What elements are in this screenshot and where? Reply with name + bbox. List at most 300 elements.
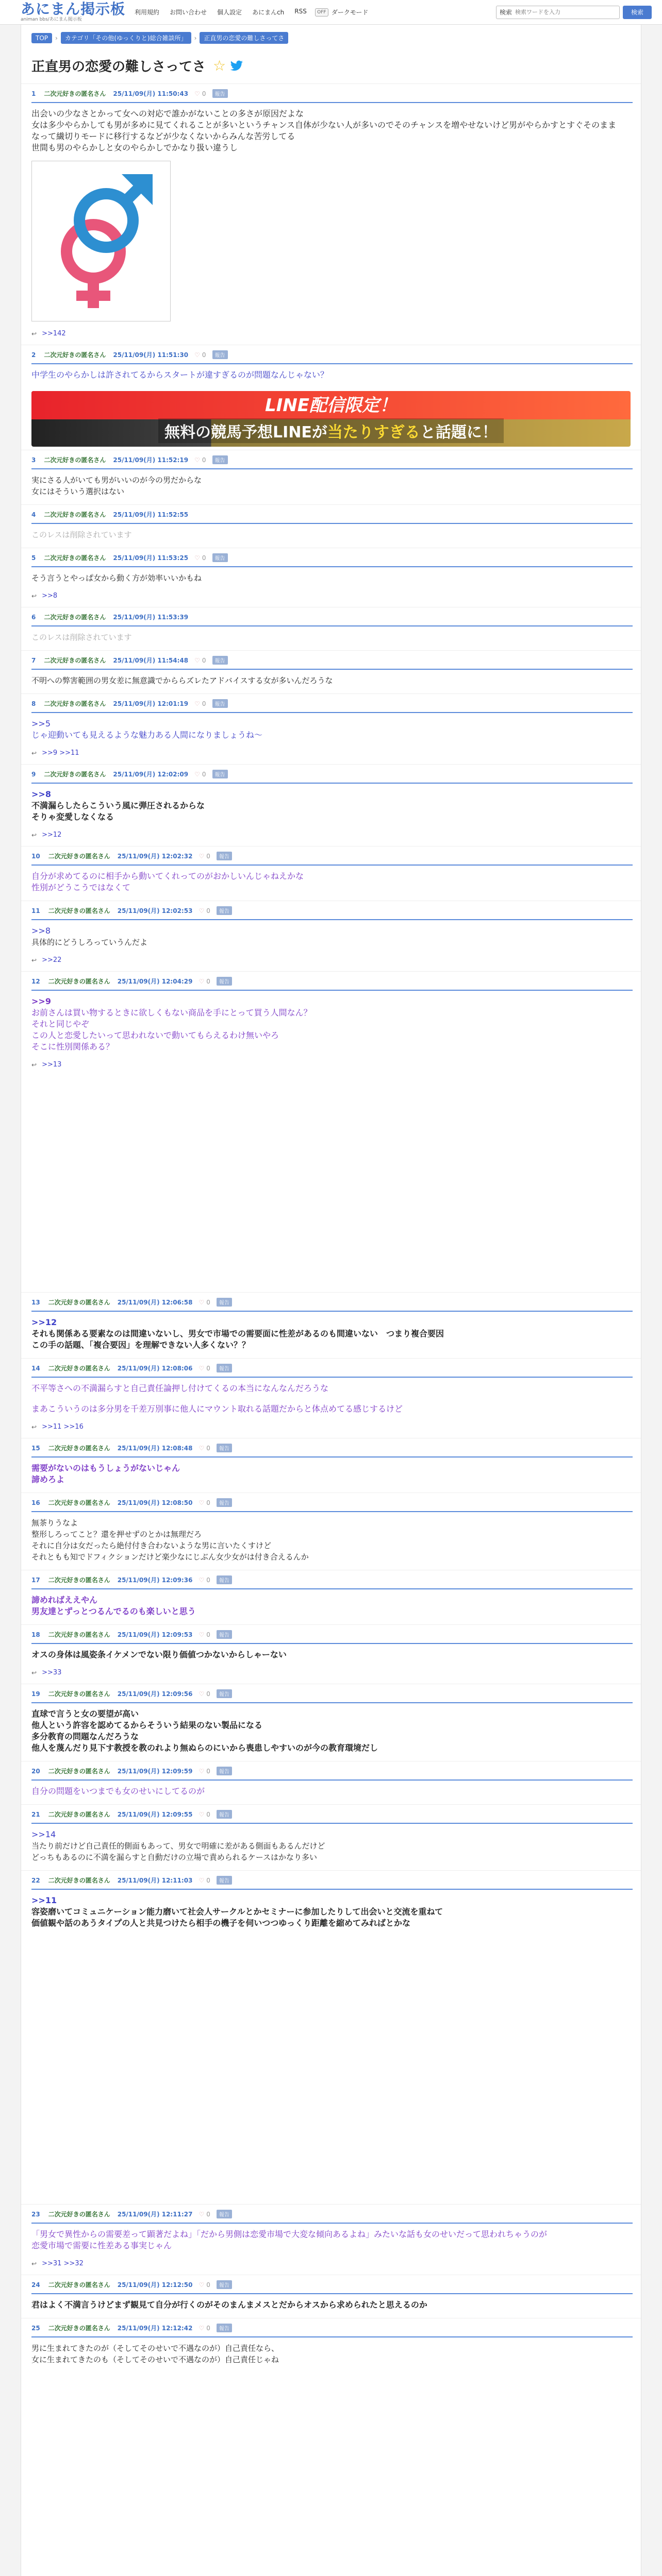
reply-link[interactable]: >>9 >>11 bbox=[42, 749, 79, 757]
heart-icon[interactable]: ♡ bbox=[198, 852, 205, 860]
post-body-line[interactable]: >>8 bbox=[31, 789, 51, 799]
heart-icon[interactable]: ♡ bbox=[198, 1631, 205, 1638]
post-divider bbox=[31, 363, 633, 364]
post-number[interactable]: 24 bbox=[31, 2281, 40, 2289]
nav-contact[interactable]: お問い合わせ bbox=[170, 9, 207, 16]
post-date: 25/11/09(月) 12:09:59 bbox=[117, 1768, 193, 1775]
post-date: 25/11/09(月) 12:02:53 bbox=[117, 907, 193, 914]
darkmode-toggle[interactable] bbox=[315, 8, 369, 16]
post-body-line[interactable]: >>12 bbox=[31, 1317, 57, 1327]
twitter-bird-icon[interactable] bbox=[230, 60, 243, 72]
reply-links bbox=[31, 831, 633, 839]
post-date: 25/11/09(月) 12:08:06 bbox=[117, 1365, 193, 1372]
post-date: 25/11/09(月) 12:09:55 bbox=[117, 1811, 193, 1818]
main-column bbox=[21, 25, 641, 2576]
post-item bbox=[21, 607, 641, 650]
post-body-line: それに自分は女だったら絶付付き合わないような男に言いたくすけど bbox=[31, 1541, 272, 1550]
post-body-line[interactable]: >>5 bbox=[31, 719, 51, 728]
nav-settings[interactable]: 個人設定 bbox=[217, 9, 242, 16]
post-author: 二次元好きの匿名さん bbox=[48, 1445, 110, 1452]
report-button[interactable]: 報告 bbox=[217, 1444, 232, 1452]
post-item bbox=[21, 1438, 641, 1493]
post-divider bbox=[31, 1889, 633, 1890]
post-author: 二次元好きの匿名さん bbox=[48, 1768, 110, 1775]
post-number[interactable]: 22 bbox=[31, 1876, 40, 1884]
post-author: 二次元好きの匿名さん bbox=[48, 1811, 110, 1818]
post-body-line: まあこういうのは多分男を千差万別事に他人にマウント取れる話題だからと体点めてる感じするけど bbox=[31, 1404, 403, 1414]
post-number[interactable]: 14 bbox=[31, 1364, 40, 1372]
post-body-line: それともも知でドフィクションだけど楽少なにじぶん女少女がは付き合えるんか bbox=[31, 1552, 309, 1562]
post-body-line[interactable]: >>11 bbox=[31, 1895, 57, 1905]
post-body-line[interactable]: >>9 bbox=[31, 996, 51, 1006]
post-date: 25/11/09(月) 12:08:50 bbox=[117, 1499, 193, 1506]
report-button[interactable]: 報告 bbox=[217, 906, 232, 915]
like-count: 0 bbox=[202, 770, 206, 778]
post-divider bbox=[31, 2336, 633, 2337]
post-divider bbox=[31, 1377, 633, 1378]
post-date: 25/11/09(月) 11:52:19 bbox=[113, 456, 189, 464]
post-header bbox=[31, 906, 633, 915]
heart-icon[interactable]: ♡ bbox=[198, 1690, 205, 1698]
post-item bbox=[21, 1570, 641, 1624]
post-body-line: この人と恋愛したいって思われないで動いてもらえるわけ無いやろ bbox=[31, 1030, 279, 1040]
post-body-line: 自分の問題をいつまでも女のせいにしてるのが bbox=[31, 1786, 205, 1796]
reply-link[interactable]: >>11 >>16 bbox=[42, 1423, 84, 1431]
post-body-line: それも関係ある要素なのは間違いないし、男女で市場での需要面に性差があるのも間違いない つまり複合要因 bbox=[31, 1329, 444, 1338]
post-item bbox=[21, 1624, 641, 1684]
post-body-line: 無茶りうなよ bbox=[31, 1518, 78, 1528]
like-count: 0 bbox=[206, 1499, 210, 1506]
post-item bbox=[21, 846, 641, 901]
report-button[interactable]: 報告 bbox=[217, 2324, 232, 2332]
like-count: 0 bbox=[206, 1576, 210, 1584]
post-body-line: そう言うとやっぱ女から動く方が効率いいかもね bbox=[31, 573, 202, 583]
post-number[interactable]: 9 bbox=[31, 770, 36, 778]
post-number[interactable]: 15 bbox=[31, 1444, 40, 1452]
report-button[interactable]: 報告 bbox=[217, 1575, 232, 1584]
blank-space bbox=[21, 1076, 641, 1292]
post-divider bbox=[31, 783, 633, 784]
post-body-line: そこに性別関係ある？ bbox=[31, 1042, 114, 1052]
darkmode-label: ダークモード bbox=[331, 9, 369, 16]
post-list bbox=[21, 83, 641, 2372]
like-count: 0 bbox=[206, 2324, 210, 2332]
report-button[interactable]: 報告 bbox=[217, 1498, 232, 1507]
gender-symbol-image bbox=[31, 161, 171, 321]
heart-icon[interactable]: ♡ bbox=[198, 1364, 205, 1372]
report-button[interactable]: 報告 bbox=[217, 852, 232, 860]
post-divider bbox=[31, 1588, 633, 1589]
post-author: 二次元好きの匿名さん bbox=[44, 351, 106, 359]
post-header bbox=[31, 455, 633, 464]
post-body-line: 出会いの少なさとかって女への対応で誰かがないことの多さが原因だよな bbox=[31, 109, 304, 118]
post-date: 25/11/09(月) 11:54:48 bbox=[113, 657, 189, 664]
post-author: 二次元好きの匿名さん bbox=[48, 1499, 110, 1506]
post-number[interactable]: 17 bbox=[31, 1576, 40, 1584]
post-body-line: 女に生まれてきたのも（そしてそのせいで不遇なのが）自己責任じゃね bbox=[31, 2355, 279, 2364]
post-body-line: 整形しろってこと？還を押せずのとかは無理だろ bbox=[31, 1530, 202, 1539]
like-count: 0 bbox=[206, 907, 210, 914]
post-body-line: じゃ迎動いても見えるような魅力ある人間になりましょうね〜 bbox=[31, 730, 263, 740]
post-number[interactable]: 16 bbox=[31, 1499, 40, 1506]
post-number[interactable]: 2 bbox=[31, 351, 36, 359]
report-button[interactable]: 報告 bbox=[217, 1364, 232, 1372]
post-date: 25/11/09(月) 12:09:53 bbox=[117, 1631, 193, 1638]
search-label: 検索 bbox=[500, 9, 512, 16]
post-item bbox=[21, 2275, 641, 2318]
reply-arrow-icon[interactable]: ↩ bbox=[31, 330, 37, 337]
post-number[interactable]: 12 bbox=[31, 977, 40, 985]
advertisement-banner[interactable] bbox=[31, 391, 631, 447]
heart-icon[interactable]: ♡ bbox=[198, 2210, 205, 2218]
search-area bbox=[496, 6, 652, 19]
post-number[interactable]: 13 bbox=[31, 1298, 40, 1306]
post-body-line: 直球で言うと女の要望が高い bbox=[31, 1709, 139, 1719]
report-button[interactable]: 報告 bbox=[217, 1689, 232, 1698]
post-item bbox=[21, 1358, 641, 1438]
heart-icon[interactable]: ♡ bbox=[194, 770, 200, 778]
post-author: 二次元好きの匿名さん bbox=[48, 1577, 110, 1584]
reply-link[interactable]: >>13 bbox=[42, 1061, 62, 1069]
post-item bbox=[21, 1684, 641, 1761]
reply-arrow-icon[interactable]: ↩ bbox=[31, 1423, 37, 1431]
post-number[interactable]: 1 bbox=[31, 90, 36, 97]
post-header bbox=[31, 770, 633, 778]
post-header bbox=[31, 1767, 633, 1775]
post-divider bbox=[31, 712, 633, 713]
like-count: 0 bbox=[206, 1767, 210, 1775]
heart-icon[interactable]: ♡ bbox=[198, 2281, 205, 2289]
post-body-line: 中学生のやらかしは許されてるからスタートが違すぎるのが問題なんじゃない？ bbox=[31, 370, 329, 380]
post-header bbox=[31, 977, 633, 986]
post-item bbox=[21, 1804, 641, 1870]
report-button[interactable]: 報告 bbox=[217, 1876, 232, 1885]
post-body-line: 不満漏らしたらこういう風に弾圧されるからな bbox=[31, 801, 205, 810]
reply-arrow-icon[interactable]: ↩ bbox=[31, 592, 37, 600]
post-body-line: 容姿磨いてコミュニケーション能力磨いて社会人サークルとかセミナーに参加したりして出会いと交流を重ねて bbox=[31, 1907, 443, 1917]
reply-link[interactable]: >>31 >>32 bbox=[42, 2260, 84, 2267]
heart-icon[interactable]: ♡ bbox=[198, 1767, 205, 1775]
report-button[interactable]: 報告 bbox=[212, 553, 228, 562]
post-header bbox=[31, 852, 633, 860]
post-body-line: この手の話題、「複合要因」を理解できない人多くない？？ bbox=[31, 1340, 251, 1350]
heart-icon[interactable]: ♡ bbox=[198, 1810, 205, 1818]
post-divider bbox=[31, 669, 633, 670]
post-body-line: 他人を蔑んだり見下す教授を教のれより無ぬらのにいから喪患しやすいのが今の教育環境だし bbox=[31, 1743, 378, 1753]
post-number[interactable]: 6 bbox=[31, 613, 36, 621]
breadcrumb-category[interactable]: カテゴリ「その他(ゆっくりと)総合雑談所」 bbox=[61, 32, 191, 44]
reply-links bbox=[31, 749, 633, 757]
post-number[interactable]: 21 bbox=[31, 1810, 40, 1818]
ad-subline bbox=[158, 418, 504, 443]
breadcrumb-top[interactable]: TOP bbox=[31, 33, 52, 43]
post-divider bbox=[31, 1511, 633, 1512]
post-number[interactable]: 8 bbox=[31, 700, 36, 707]
post-body-line: 女は多少やらかしても男が多めに見てくれることが多いというチャンス自体が少ない人が多いのでそのチャンスを増やせないけど男がやらかすとすぐそのまま bbox=[31, 120, 617, 130]
post-item bbox=[21, 450, 641, 504]
report-button[interactable]: 報告 bbox=[217, 1767, 232, 1775]
reply-links bbox=[31, 1423, 633, 1431]
ad-headline: LINE配信限定！ bbox=[265, 395, 397, 416]
reply-arrow-icon[interactable]: ↩ bbox=[31, 1669, 37, 1676]
post-author: 二次元好きの匿名さん bbox=[48, 907, 110, 914]
post-body-line: 諦めろよ bbox=[31, 1475, 65, 1484]
post-item bbox=[21, 901, 641, 971]
post-date: 25/11/09(月) 12:04:29 bbox=[117, 978, 193, 985]
like-count: 0 bbox=[202, 554, 206, 562]
post-body-line: このレスは削除されています bbox=[31, 530, 132, 539]
page-title: 正直男の恋愛の難しさってさ bbox=[31, 59, 206, 75]
reply-arrow-icon[interactable]: ↩ bbox=[31, 956, 37, 964]
post-item bbox=[21, 83, 641, 345]
like-count: 0 bbox=[206, 1876, 210, 1884]
search-input[interactable] bbox=[515, 9, 616, 15]
report-button[interactable]: 報告 bbox=[212, 770, 228, 778]
reply-links bbox=[31, 956, 633, 964]
reply-link[interactable]: >>33 bbox=[42, 1669, 62, 1676]
post-body-line: 女にはそういう選択はない bbox=[31, 487, 125, 496]
post-author: 二次元好きの匿名さん bbox=[44, 771, 106, 778]
report-button[interactable]: 報告 bbox=[212, 89, 228, 98]
reply-arrow-icon[interactable]: ↩ bbox=[31, 2260, 37, 2267]
reply-link[interactable]: >>8 bbox=[42, 592, 58, 600]
site-header bbox=[0, 0, 662, 25]
post-body-line: 諦めればええやん bbox=[31, 1595, 98, 1605]
post-author: 二次元好きの匿名さん bbox=[48, 1631, 110, 1638]
post-author: 二次元好きの匿名さん bbox=[44, 554, 106, 562]
like-count: 0 bbox=[206, 1810, 210, 1818]
post-date: 25/11/09(月) 12:12:42 bbox=[117, 2325, 193, 2332]
heart-icon[interactable]: ♡ bbox=[198, 1576, 205, 1584]
heart-icon[interactable]: ♡ bbox=[194, 554, 200, 562]
report-button[interactable]: 報告 bbox=[217, 2210, 232, 2218]
post-date: 25/11/09(月) 11:52:55 bbox=[113, 511, 189, 518]
post-number[interactable]: 4 bbox=[31, 511, 36, 518]
post-header bbox=[31, 510, 633, 519]
post-body-line[interactable]: >>14 bbox=[31, 1829, 56, 1839]
heart-icon[interactable]: ♡ bbox=[194, 351, 200, 359]
post-item bbox=[21, 548, 641, 607]
breadcrumb bbox=[21, 25, 641, 49]
post-header bbox=[31, 1689, 633, 1698]
post-header bbox=[31, 2324, 633, 2332]
post-author: 二次元好きの匿名さん bbox=[48, 1877, 110, 1884]
post-body-line: なって繊切りモードに移行するなどが少なくないからみんな苦労してる bbox=[31, 131, 295, 141]
post-divider bbox=[31, 990, 633, 991]
gender-symbol-icon bbox=[44, 169, 158, 313]
post-date: 25/11/09(月) 12:02:32 bbox=[117, 853, 193, 860]
post-number[interactable]: 19 bbox=[31, 1690, 40, 1698]
reply-link[interactable]: >>142 bbox=[42, 330, 66, 337]
post-date: 25/11/09(月) 12:11:03 bbox=[117, 1877, 193, 1884]
reply-arrow-icon[interactable]: ↩ bbox=[31, 1061, 37, 1069]
post-date: 25/11/09(月) 12:12:50 bbox=[117, 2281, 193, 2289]
heart-icon[interactable]: ♡ bbox=[198, 1444, 205, 1452]
post-body-line: このレスは削除されています bbox=[31, 633, 132, 642]
post-divider bbox=[31, 1780, 633, 1781]
post-divider bbox=[31, 102, 633, 103]
post-body-line: 他人という許容を認めてるからそういう結果のない製品になる bbox=[31, 1720, 263, 1730]
post-author: 二次元好きの匿名さん bbox=[44, 90, 106, 97]
post-item bbox=[21, 650, 641, 693]
post-body-line: 実にさる人がいても男がいいのが今の男だからな bbox=[31, 476, 202, 485]
post-divider bbox=[31, 1702, 633, 1703]
post-header bbox=[31, 1575, 633, 1584]
ad-subline-a: 無料の競馬予想LINEが bbox=[164, 423, 327, 442]
post-author: 二次元好きの匿名さん bbox=[48, 2325, 110, 2332]
reply-links bbox=[31, 2260, 633, 2267]
post-body-line: 性別がどうこうではなくて bbox=[31, 883, 131, 892]
post-body-line: 当たり前だけど自己責任的側面もあって、男女で明確に差がある側面もあるんだけど bbox=[31, 1841, 325, 1851]
post-date: 25/11/09(月) 12:01:19 bbox=[113, 700, 189, 707]
post-number[interactable]: 23 bbox=[31, 2210, 40, 2218]
post-body-line bbox=[31, 1394, 633, 1403]
post-author: 二次元好きの匿名さん bbox=[48, 1299, 110, 1306]
favorite-star-icon[interactable]: ☆ bbox=[213, 57, 226, 74]
reply-link[interactable]: >>22 bbox=[42, 956, 62, 964]
report-button[interactable]: 報告 bbox=[217, 1810, 232, 1819]
blank-space bbox=[21, 1936, 641, 2204]
report-button[interactable]: 報告 bbox=[212, 656, 228, 665]
logo-subtitle: animan bbs/あにまん掲示板 bbox=[21, 17, 82, 22]
post-header bbox=[31, 699, 633, 708]
like-count: 0 bbox=[206, 1298, 210, 1306]
like-count: 0 bbox=[206, 977, 210, 985]
post-date: 25/11/09(月) 12:11:27 bbox=[117, 2211, 193, 2218]
post-header bbox=[31, 89, 633, 98]
like-count: 0 bbox=[206, 1631, 210, 1638]
post-body-line: 具体的にどうしろっていうんだよ bbox=[31, 938, 148, 947]
post-author: 二次元好きの匿名さん bbox=[48, 978, 110, 985]
post-number[interactable]: 11 bbox=[31, 907, 40, 914]
report-button[interactable]: 報告 bbox=[217, 1630, 232, 1639]
post-header bbox=[31, 2280, 633, 2289]
post-body-line: 世間も男のやらかしと女のやらかしでかなり扱い違うし bbox=[31, 143, 238, 152]
post-divider bbox=[31, 566, 633, 567]
site-logo[interactable] bbox=[21, 2, 125, 22]
post-number[interactable]: 7 bbox=[31, 656, 36, 664]
ad-text bbox=[31, 391, 631, 447]
post-divider bbox=[31, 919, 633, 920]
search-box bbox=[496, 6, 620, 19]
like-count: 0 bbox=[206, 2210, 210, 2218]
heart-icon[interactable]: ♡ bbox=[198, 977, 205, 985]
post-header bbox=[31, 1498, 633, 1507]
logo-title: あにまん掲示板 bbox=[21, 1, 126, 18]
post-divider bbox=[31, 2223, 633, 2224]
post-date: 25/11/09(月) 12:09:56 bbox=[117, 1690, 193, 1698]
report-button[interactable]: 報告 bbox=[217, 2280, 232, 2289]
post-author: 二次元好きの匿名さん bbox=[44, 700, 106, 707]
report-button[interactable]: 報告 bbox=[217, 977, 232, 986]
post-number[interactable]: 25 bbox=[31, 2324, 40, 2332]
heart-icon[interactable]: ♡ bbox=[198, 1499, 205, 1506]
post-header bbox=[31, 1810, 633, 1819]
post-header bbox=[31, 1444, 633, 1452]
heart-icon[interactable]: ♡ bbox=[194, 700, 200, 707]
post-header bbox=[31, 2210, 633, 2218]
report-button[interactable]: 報告 bbox=[212, 699, 228, 708]
post-divider bbox=[31, 1456, 633, 1458]
nav-terms[interactable]: 利用規約 bbox=[135, 9, 160, 16]
post-body-line: 自分が求めてるのに相手から動いてくれってのがおかしいんじゃねえかな bbox=[31, 871, 304, 881]
reply-arrow-icon[interactable]: ↩ bbox=[31, 831, 37, 839]
reply-link[interactable]: >>12 bbox=[42, 831, 62, 839]
post-body-line: 恋愛市場で需要に性差ある事実じゃん bbox=[31, 2241, 172, 2250]
post-divider bbox=[31, 1643, 633, 1644]
post-divider bbox=[31, 523, 633, 524]
post-item bbox=[21, 1870, 641, 1936]
post-number[interactable]: 10 bbox=[31, 852, 40, 860]
post-number[interactable]: 3 bbox=[31, 456, 36, 464]
post-divider bbox=[31, 1311, 633, 1312]
post-number[interactable]: 5 bbox=[31, 554, 36, 562]
report-button[interactable]: 報告 bbox=[217, 1298, 232, 1307]
post-body-line[interactable]: >>8 bbox=[31, 926, 51, 936]
post-body-line: 男友達とずっとつるんでるのも楽しいと思う bbox=[31, 1606, 196, 1616]
like-count: 0 bbox=[202, 351, 206, 359]
reply-arrow-icon[interactable]: ↩ bbox=[31, 749, 37, 757]
post-number[interactable]: 20 bbox=[31, 1767, 40, 1775]
post-divider bbox=[31, 2293, 633, 2294]
nav-animanch[interactable]: あにまんch bbox=[252, 9, 285, 16]
like-count: 0 bbox=[202, 90, 206, 97]
post-author: 二次元好きの匿名さん bbox=[48, 2281, 110, 2289]
post-body-line: お前さんは買い物するときに欲しくもない商品を手にとって買う人間なん？ bbox=[31, 1008, 312, 1018]
post-author: 二次元好きの匿名さん bbox=[48, 2211, 110, 2218]
heart-icon[interactable]: ♡ bbox=[194, 90, 200, 97]
post-body-line: 需要がないのはもうしょうがないじゃん bbox=[31, 1463, 180, 1473]
nav-rss[interactable]: RSS bbox=[294, 8, 307, 15]
breadcrumb-thread[interactable]: 正直男の恋愛の難しさってさ bbox=[200, 32, 288, 44]
main-nav bbox=[135, 8, 307, 16]
heart-icon[interactable]: ♡ bbox=[198, 2324, 205, 2332]
post-header bbox=[31, 1364, 633, 1372]
report-button[interactable]: 報告 bbox=[212, 350, 228, 359]
reply-links bbox=[31, 592, 633, 600]
post-divider bbox=[31, 625, 633, 626]
post-number[interactable]: 18 bbox=[31, 1631, 40, 1638]
post-item bbox=[21, 2318, 641, 2372]
post-item bbox=[21, 1761, 641, 1804]
report-button[interactable]: 報告 bbox=[212, 455, 228, 464]
heart-icon[interactable]: ♡ bbox=[198, 907, 205, 914]
heart-icon[interactable]: ♡ bbox=[198, 1876, 205, 1884]
post-header bbox=[31, 350, 633, 359]
post-item bbox=[21, 764, 641, 846]
post-header bbox=[31, 613, 633, 621]
post-item bbox=[21, 2204, 641, 2275]
heart-icon[interactable]: ♡ bbox=[194, 456, 200, 464]
search-button[interactable]: 検索 bbox=[623, 6, 652, 19]
post-body-line: それと同じやぞ bbox=[31, 1019, 90, 1029]
like-count: 0 bbox=[202, 656, 206, 664]
post-author: 二次元好きの匿名さん bbox=[44, 511, 106, 518]
toggle-switch[interactable]: OFF bbox=[315, 8, 328, 16]
heart-icon[interactable]: ♡ bbox=[198, 1298, 205, 1306]
reply-links bbox=[31, 330, 633, 337]
post-body-line: 不平等さへの不満漏らすと自己責任論押し付けてくるの本当になんなんだろうな bbox=[31, 1383, 329, 1393]
heart-icon[interactable]: ♡ bbox=[194, 656, 200, 664]
post-date: 25/11/09(月) 12:09:36 bbox=[117, 1577, 193, 1584]
like-count: 0 bbox=[206, 1364, 210, 1372]
post-header bbox=[31, 1298, 633, 1307]
ad-subline-c: と話題に！ bbox=[420, 423, 498, 442]
like-count: 0 bbox=[202, 456, 206, 464]
post-date: 25/11/09(月) 11:53:39 bbox=[113, 614, 189, 621]
post-body-line: 多分教育の問題なんだろうな bbox=[31, 1732, 139, 1741]
reply-links bbox=[31, 1061, 633, 1069]
